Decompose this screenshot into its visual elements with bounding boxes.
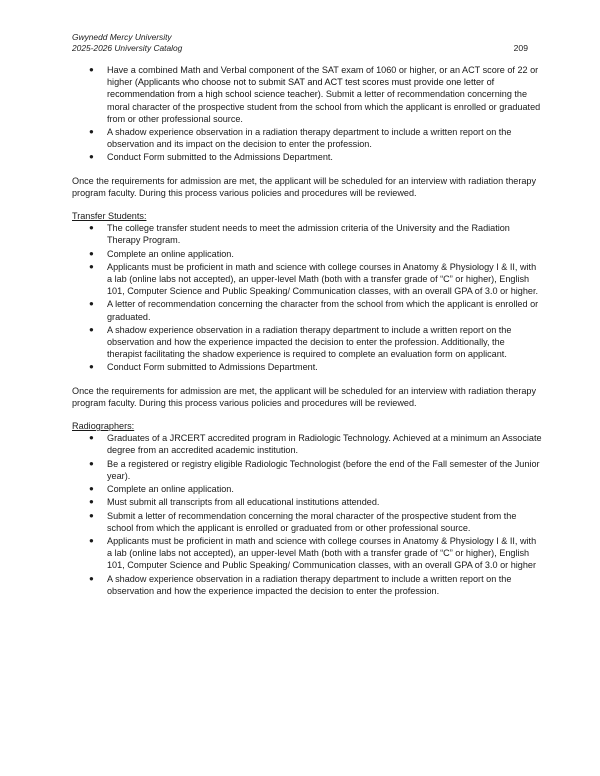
list-item: ● A shadow experience observation in a radiation therapy department to include a written report on the observation and how the experience impacted the decision to enter the profession. Additionally, the therapist facilitating the shadow experience is required to complete an evaluation form on applicant.: [89, 324, 512, 360]
page-number: 209: [513, 43, 528, 53]
bullet-icon: ●: [89, 458, 94, 468]
bullet-icon: ●: [89, 152, 94, 162]
bullet-icon: ●: [89, 127, 94, 137]
bullet-icon: ●: [89, 261, 94, 271]
list-item: ● Conduct Form submitted to Admissions Department.: [89, 362, 318, 373]
bullet-icon: ●: [89, 484, 94, 494]
page-content: [72, 64, 542, 598]
list-item: ● A shadow experience observation in a radiation therapy department to include a written report on the observation and how the experience impacted the decision to enter the profession.: [89, 573, 512, 596]
transfer-students-heading: Transfer Students:: [72, 211, 147, 222]
institution-name: Gwynedd Mercy University: [72, 32, 172, 42]
bullet-icon: ●: [89, 433, 94, 443]
list-item: ● The college transfer student needs to meet the admission criteria of the University and the Radiation Therapy Program.: [89, 223, 510, 246]
list-item: ● Have a combined Math and Verbal component of the SAT exam of 1060 or higher, or an ACT score of 22 or higher (Applicants who choose not to submit SAT and ACT test scores must provide one letter of recommendation from a high school science teacher). Submit a letter of recommendation concerning the moral character of the prospective student from the school from which the applicant is enrolled or graduated from or other professional source.: [89, 65, 541, 124]
page-header: [72, 32, 528, 54]
bullet-icon: ●: [89, 223, 94, 233]
list-item: ● Graduates of a JRCERT accredited program in Radiologic Technology. Achieved at a minimum an Associate degree from an accredited academic institution.: [89, 433, 542, 456]
list-item: ● A shadow experience observation in a radiation therapy department to include a written report on the observation and its impact on the decision to enter the profession.: [89, 127, 512, 150]
bullet-icon: ●: [89, 362, 94, 372]
bullet-icon: ●: [89, 573, 94, 583]
bullet-icon: ●: [89, 248, 94, 258]
list-item: ● Submit a letter of recommendation concerning the moral character of the prospective student from the school from which the applicant is enrolled or graduated from or other professional source.: [89, 510, 517, 533]
catalog-title: 2025-2026 University Catalog: [72, 43, 183, 53]
list-item: ● Must submit all transcripts from all educational institutions attended.: [89, 497, 380, 508]
bullet-icon: ●: [89, 497, 94, 507]
list-item: ● Complete an online application.: [89, 248, 234, 259]
list-item: ● Applicants must be proficient in math and science with college courses in Anatomy & Physiology I & II, with a lab (online labs not accepted), an upper-level Math (both with a transfer grade of “C” or higher), English 101, Computer Science and Public Speaking/ Communication classes, with an overall GPA of 3.0 or higher: [89, 535, 537, 571]
list-item: ● Applicants must be proficient in math and science with college courses in Anatomy & Physiology I & II, with a lab (online labs not accepted), an upper-level Math (both with a transfer grade of “C” or higher), English 101, Computer Science and Public Speaking/ Communication classes, with an overall GPA of 3.0 or higher.: [89, 261, 539, 297]
radiographers-list: [72, 432, 542, 597]
radiographers-heading: Radiographers:: [72, 421, 135, 432]
list-item: ● Conduct Form submitted to the Admissions Department.: [89, 152, 333, 163]
bullet-icon: ●: [89, 324, 94, 334]
transfer-list: [72, 222, 542, 373]
list-item: ● Complete an online application.: [89, 484, 234, 495]
bullet-icon: ●: [89, 299, 94, 309]
list-item: ● Be a registered or registry eligible Radiologic Technologist (before the end of the Fall semester of the Junior year).: [89, 458, 540, 481]
bullet-icon: ●: [89, 510, 94, 520]
list-item: ● A letter of recommendation concerning the character from the school from which the applicant is enrolled or graduated.: [89, 299, 539, 322]
bullet-icon: ●: [89, 535, 94, 545]
bullet-icon: ●: [89, 65, 94, 74]
interview-paragraph: Once the requirements for admission are met, the applicant will be scheduled for an interview with radiation therapy program faculty. During this process various policies and procedures will be reviewed.: [72, 385, 537, 408]
interview-paragraph: Once the requirements for admission are met, the applicant will be scheduled for an interview with radiation therapy program faculty. During this process various policies and procedures will be reviewed.: [72, 175, 537, 198]
requirements-list: [72, 64, 542, 164]
